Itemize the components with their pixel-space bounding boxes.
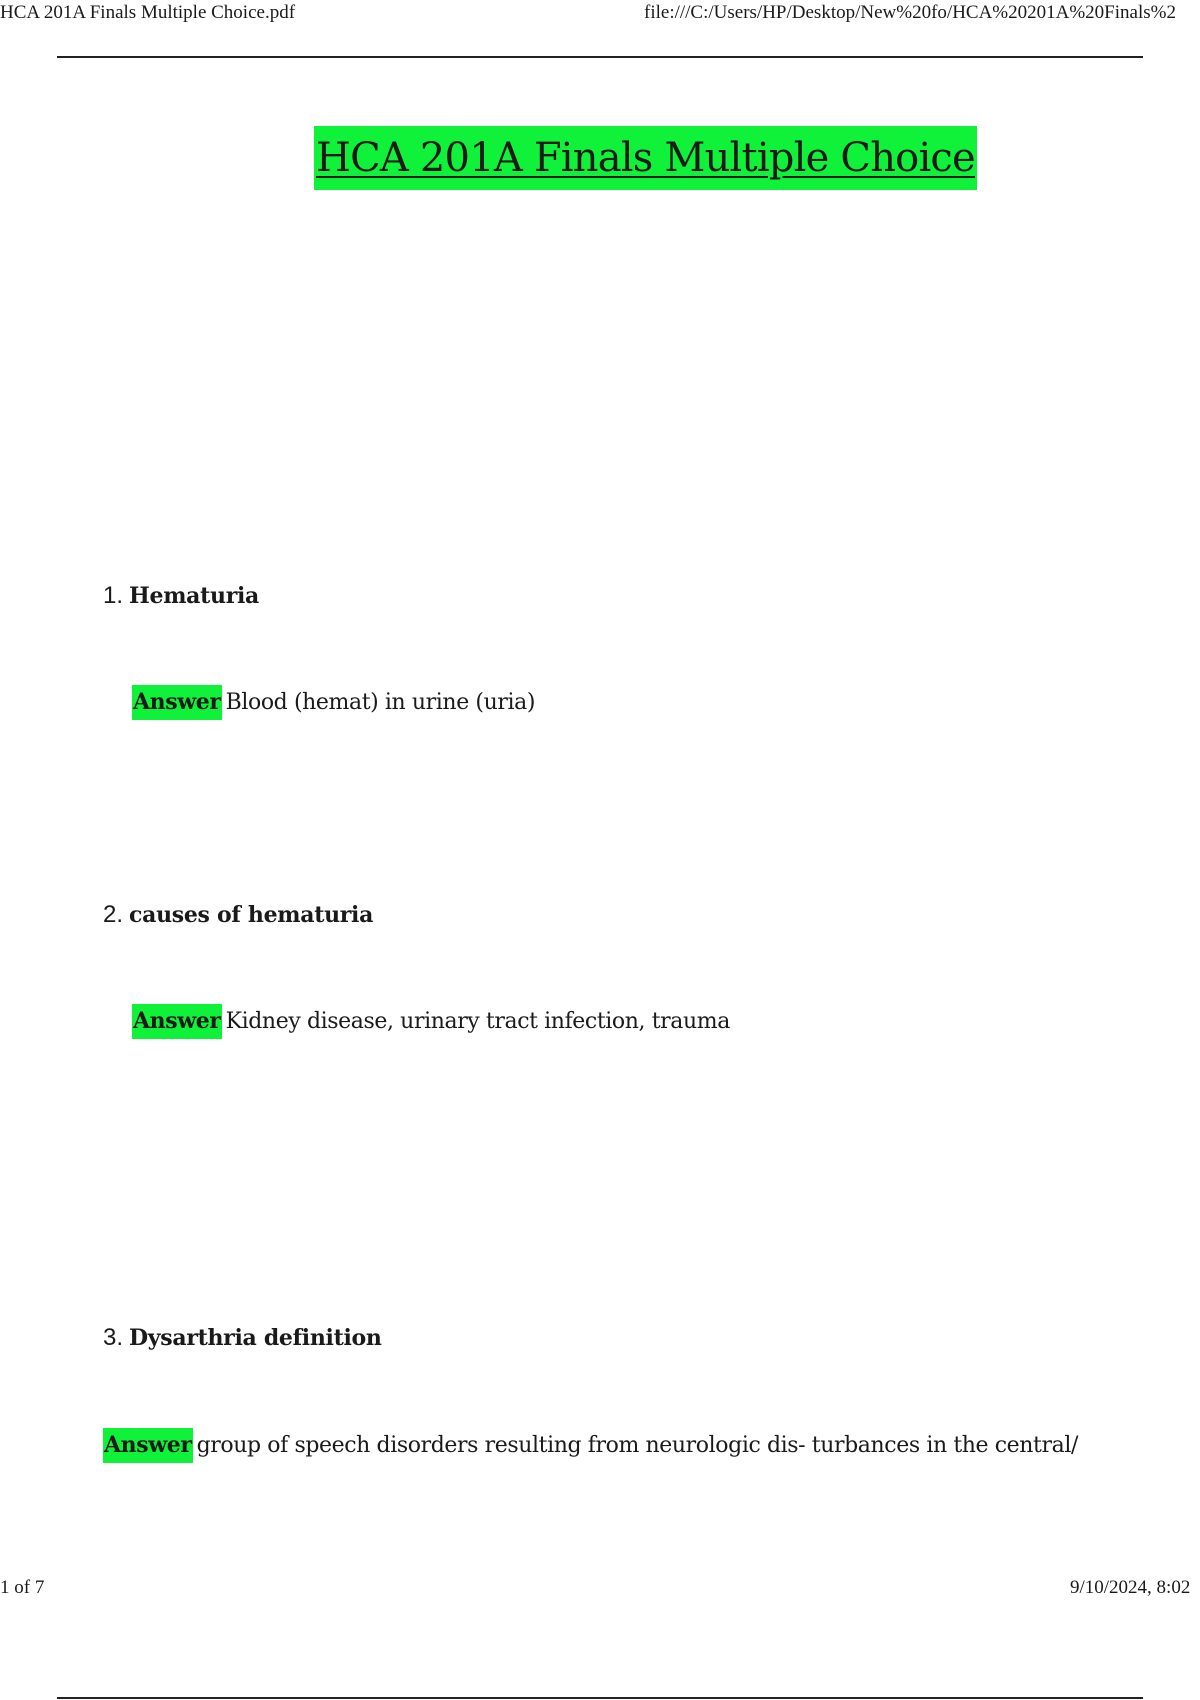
answer-text: group of speech disorders resulting from neurologic dis- turbances in the central/ bbox=[196, 1433, 1078, 1458]
print-header-doc-name: HCA 201A Finals Multiple Choice.pdf bbox=[0, 2, 296, 23]
answer-text: Blood (hemat) in urine (uria) bbox=[225, 690, 536, 715]
question-prompt: Dysarthria definition bbox=[129, 1325, 382, 1351]
answer-text: Kidney disease, urinary tract infection, trauma bbox=[225, 1009, 730, 1034]
print-datetime: 9/10/2024, 8:02 bbox=[1070, 1577, 1191, 1598]
footer-divider bbox=[57, 1697, 1143, 1699]
page-indicator: 1 of 7 bbox=[0, 1577, 45, 1598]
question-number: 2. bbox=[103, 901, 124, 928]
question-number: 3. bbox=[103, 1324, 124, 1351]
question-prompt: causes of hematuria bbox=[129, 902, 374, 928]
question-2 bbox=[103, 901, 373, 929]
question-prompt: Hematuria bbox=[129, 583, 259, 609]
print-header-file-url: file:///C:/Users/HP/Desktop/New%20fo/HCA%20201A%20Finals%2 bbox=[644, 2, 1176, 23]
question-number: 1. bbox=[103, 582, 124, 609]
answer-label: Answer bbox=[103, 1428, 193, 1463]
question-3 bbox=[103, 1324, 382, 1352]
document-title: HCA 201A Finals Multiple Choice bbox=[314, 126, 977, 190]
answer-label: Answer bbox=[132, 1004, 222, 1039]
answer-label: Answer bbox=[132, 685, 222, 720]
question-1 bbox=[103, 582, 259, 610]
answer-3 bbox=[103, 1432, 1078, 1458]
header-divider bbox=[57, 56, 1143, 58]
answer-2 bbox=[132, 1008, 730, 1034]
answer-1 bbox=[132, 689, 535, 715]
